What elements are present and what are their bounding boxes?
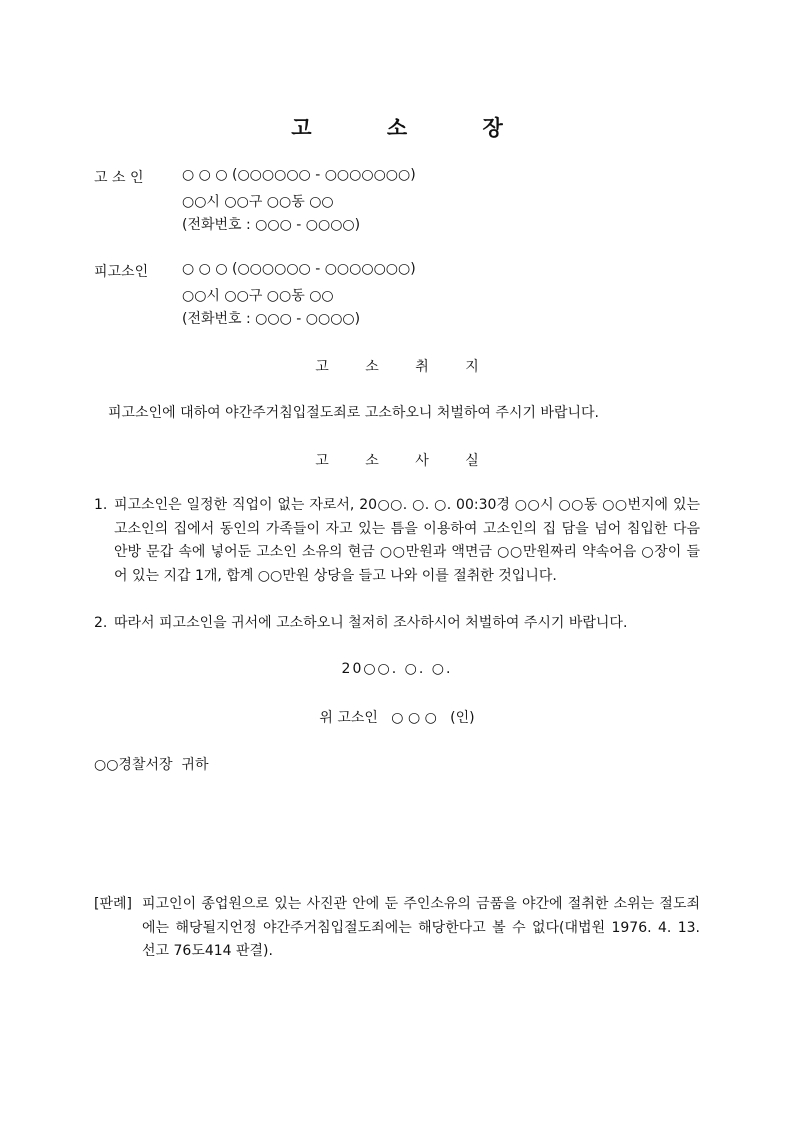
complainant-signature: 위 고소인 ○ ○ ○ (인) [319, 710, 475, 726]
fact-item-1 [94, 494, 700, 589]
complainant-name-id: ○ ○ ○ (○○○○○○ - ○○○○○○○) [182, 167, 416, 183]
accused-name-id: ○ ○ ○ (○○○○○○ - ○○○○○○○) [182, 261, 416, 277]
precedent-label: [판례] [94, 896, 132, 912]
fact-item-2 [94, 612, 700, 636]
precedent-text: 피고인이 종업원으로 있는 사진관 안에 둔 주인소유의 금품을 야간에 절취한 소위는 절도죄에는 해당될지언정 야간주거침입절도죄에는 해당한다고 볼 수 없다(대법원 1976. 4. 13. 선고 76도414 판결). [142, 896, 700, 960]
fact-item-number: 1. [94, 497, 108, 513]
accused-phone: (전화번호 : ○○○ - ○○○○) [182, 311, 361, 327]
complainant-label: 고 소 인 [94, 170, 144, 186]
document-title: 고 소 장 [291, 116, 537, 140]
fact-item-text: 피고소인은 일정한 직업이 없는 자로서, 20○○. ○. ○. 00:30경 ○○시 ○○동 ○○번지에 있는 고소인의 집에서 동인의 가족들이 자고 있는 틈을 이용하여 고소인의 집 담을 넘어 침입한 다음 안방 문갑 속에 넣어둔 고소인 소유의 현금 ○○만원과 액면금 ○○만원짜리 약속어음 ○장이 들어 있는 지갑 1개, 합계 ○○만원 상당을 들고 나와 이를 절취한 것입니다. [114, 497, 700, 585]
precedent-note [94, 893, 700, 964]
fact-item-text: 따라서 피고소인을 귀서에 고소하오니 철저히 조사하시어 처벌하여 주시기 바랍니다. [114, 615, 628, 631]
purpose-heading: 고 소 취 지 [315, 359, 495, 375]
document-date: 20○○. ○. ○. [341, 661, 453, 677]
complainant-address: ○○시 ○○구 ○○동 ○○ [182, 194, 334, 210]
accused-label: 피고소인 [94, 264, 149, 280]
recipient: ○○경찰서장 귀하 [94, 757, 209, 773]
purpose-text: 피고소인에 대하여 야간주거침입절도죄로 고소하오니 처벌하여 주시기 바랍니다. [108, 405, 599, 421]
accused-address: ○○시 ○○구 ○○동 ○○ [182, 288, 334, 304]
complainant-phone: (전화번호 : ○○○ - ○○○○) [182, 217, 361, 233]
fact-item-number: 2. [94, 615, 108, 631]
facts-heading: 고 소 사 실 [315, 453, 495, 469]
